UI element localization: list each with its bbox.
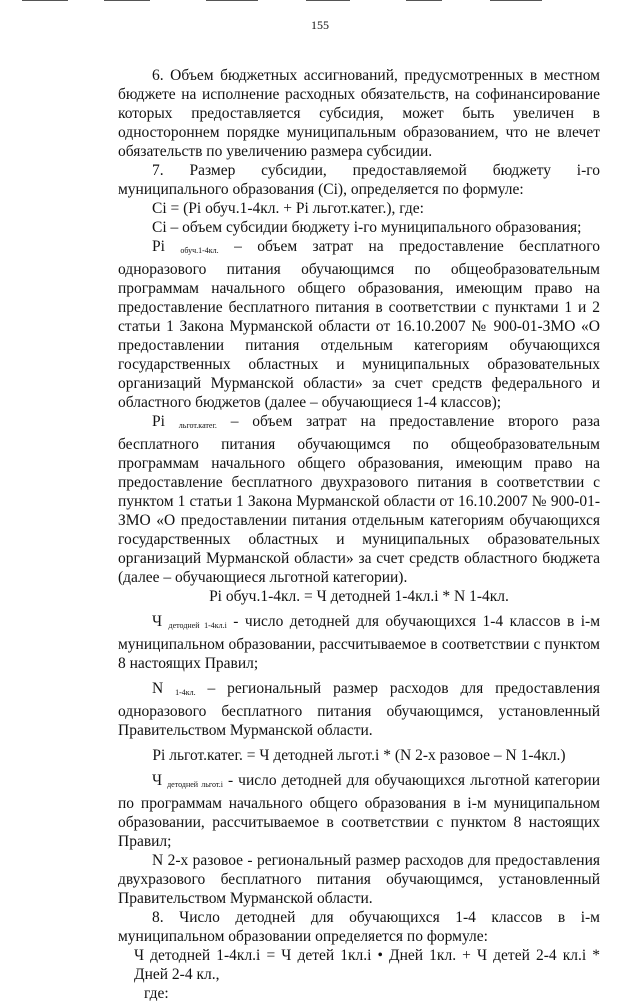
definition-p-grade1-4: Pi обуч.1-4кл. – объем затрат на предоставление бесплатного одноразового питания обучающимся по общеобразовательным программам начального общего образования, имеющим право на предоставление бесплатного питания в соответствии с пунктами 1 и 2 статьи 1 Закона Мурманской области от 16.10.2007 № 900-01-ЗМО «О предоставлении питания отдельным категориям обучающихся государственных областных и муниципальных образовательных организаций Мурманской области» за счет средств федерального и областного бюджетов (далее – обучающиеся 1-4 классов); bbox=[118, 238, 600, 411]
top-rule bbox=[490, 0, 542, 1]
top-rule bbox=[104, 0, 150, 1]
top-rule bbox=[206, 0, 258, 1]
paragraph-6: 6. Объем бюджетных ассигнований, предусмотренных в местном бюджете на исполнение расходных обязательств, на софинансирование которых предоставляется субсидия, может быть увеличен в одностороннем порядке муниципальным образованием, что не влечет обязательств по увеличению размера субсидии. bbox=[118, 67, 600, 160]
definition-ci: Ci – объем субсидии бюджету i-го муниципального образования; bbox=[152, 219, 582, 236]
top-rule bbox=[22, 0, 68, 1]
definition-ch-grade1-4: Ч детодней 1-4кл.i - число детодней для обучающихся 1-4 классов в i-м муниципальном образовании, рассчитываемое в соответствии с пунктом 8 настоящих Правил; bbox=[118, 613, 601, 672]
formula-p-grade1-4: Pi обуч.1-4кл. = Ч детодней 1-4кл.i * N 1-4кл. bbox=[209, 588, 509, 605]
formula-where: где: bbox=[144, 985, 169, 1002]
paragraph-8: 8. Число детодней для обучающихся 1-4 классов в i-м муниципальном образовании определяется по формуле: bbox=[118, 909, 600, 945]
page-number: 155 bbox=[311, 18, 329, 32]
formula-p-preferential: Pi льгот.катег. = Ч детодней льгот.i * (N 2-х разовое – N 1-4кл.) bbox=[152, 747, 566, 764]
formula-student-days: Ч детодней 1-4кл.i = Ч детей 1кл.i • Дней 1кл. + Ч детей 2-4 кл.i * Дней 2-4 кл., bbox=[134, 947, 600, 983]
top-rule bbox=[406, 0, 442, 1]
paragraph-7: 7. Размер субсидии, предоставляемой бюджету i-го муниципального образования (Ci), определяется по формуле: bbox=[118, 162, 600, 198]
definition-p-preferential: Pi льгот.катег. – объем затрат на предоставление второго раза бесплатного питания обучающимся по общеобразовательным программам начального общего образования, имеющим право на предоставление бесплатного двухразового питания в соответствии с пунктом 1 статьи 1 Закона Мурманской области от 16.10.2007 № 900-01-ЗМО «О предоставлении питания отдельным категориям обучающихся государственных областных и муниципальных образовательных организаций Мурманской области» за счет средств областного бюджета (далее – обучающиеся льготной категории). bbox=[118, 413, 601, 586]
definition-n-two-meals: N 2-х разовое - региональный размер расходов для предоставления двухразового бесплатного питания обучающимся, установленный Правительством Мурманской области. bbox=[118, 852, 600, 907]
document-body bbox=[118, 66, 600, 1003]
top-rule bbox=[306, 0, 350, 1]
formula-subsidy: Ci = (Pi обуч.1-4кл. + Pi льгот.катег.), где: bbox=[152, 200, 424, 217]
definition-n-grade1-4: N 1-4кл. – региональный размер расходов для предоставления одноразового бесплатного питания обучающимся, установленный Правительством Мурманской области. bbox=[118, 680, 601, 739]
definition-ch-preferential: Ч детодней льгот.i - число детодней для обучающихся льготной категории по программам начального общего образования в i-м муниципальном образовании, рассчитываемое в соответствии с пунктом 8 настоящих Правил; bbox=[118, 772, 601, 850]
